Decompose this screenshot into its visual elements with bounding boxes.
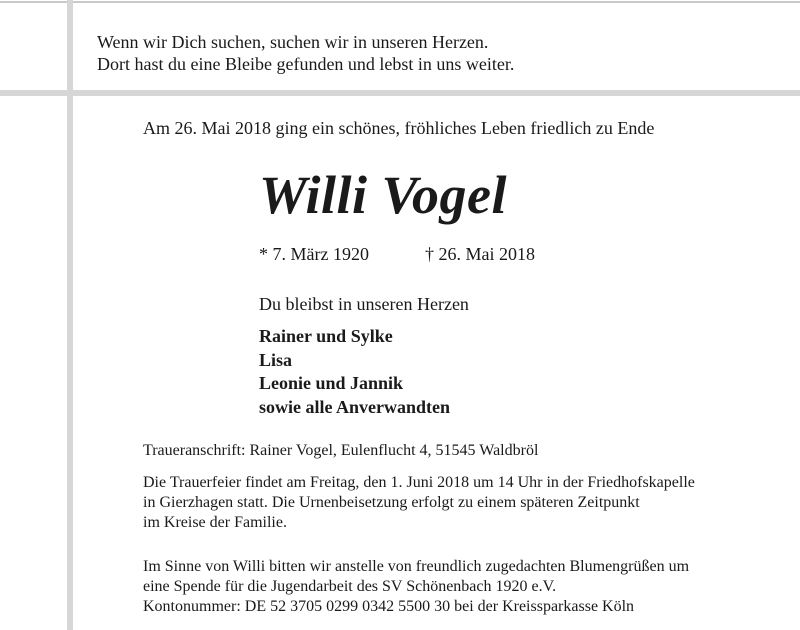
frame-top-line (0, 1, 800, 3)
death-date: † 26. Mai 2018 (425, 244, 535, 264)
donation-line: eine Spende für die Jugendarbeit des SV Schönenbach 1920 e.V. (143, 578, 557, 595)
mourner-name: sowie alle Anverwandten (259, 396, 450, 417)
donation-line: Im Sinne von Willi bitten wir anstelle von freundlich zugedachten Blumengrüßen um (143, 558, 690, 575)
donation-line: Kontonummer: DE 52 3705 0299 0342 5500 30 bei der Kreissparkasse Köln (143, 598, 635, 615)
donation-notice (143, 557, 793, 617)
motto-verse (97, 31, 777, 75)
mourner-name: Lisa (259, 349, 293, 370)
ceremony-line: im Kreise der Familie. (143, 514, 287, 531)
bereaved-intro: Du bleibst in unseren Herzen (259, 294, 469, 314)
announcement-intro: Am 26. Mai 2018 ging ein schönes, fröhliches Leben friedlich zu Ende (143, 118, 655, 138)
life-dates (259, 243, 759, 265)
mourner-name: Rainer und Sylke (259, 326, 393, 346)
frame-vertical-line (67, 0, 73, 630)
mourner-name: Leonie und Jannik (259, 373, 404, 393)
motto-line-1: Wenn wir Dich suchen, suchen wir in unseren Herzen. (97, 32, 489, 52)
deceased-name: Willi Vogel (259, 165, 508, 225)
motto-line-2: Dort hast du eine Bleibe gefunden und lebst in uns weiter. (97, 54, 515, 74)
frame-divider-line (0, 90, 800, 96)
ceremony-line: in Gierzhagen statt. Die Urnenbeisetzung erfolgt zu einem späteren Zeitpunkt (143, 494, 640, 511)
mourners-list (259, 325, 759, 419)
ceremony-line: Die Trauerfeier findet am Freitag, den 1. Juni 2018 um 14 Uhr in der Friedhofskapelle (143, 474, 695, 491)
ceremony-notice (143, 473, 793, 533)
birth-date: * 7. März 1920 (259, 244, 369, 264)
mourning-address: Traueranschrift: Rainer Vogel, Eulenflucht 4, 51545 Waldbröl (143, 442, 539, 459)
